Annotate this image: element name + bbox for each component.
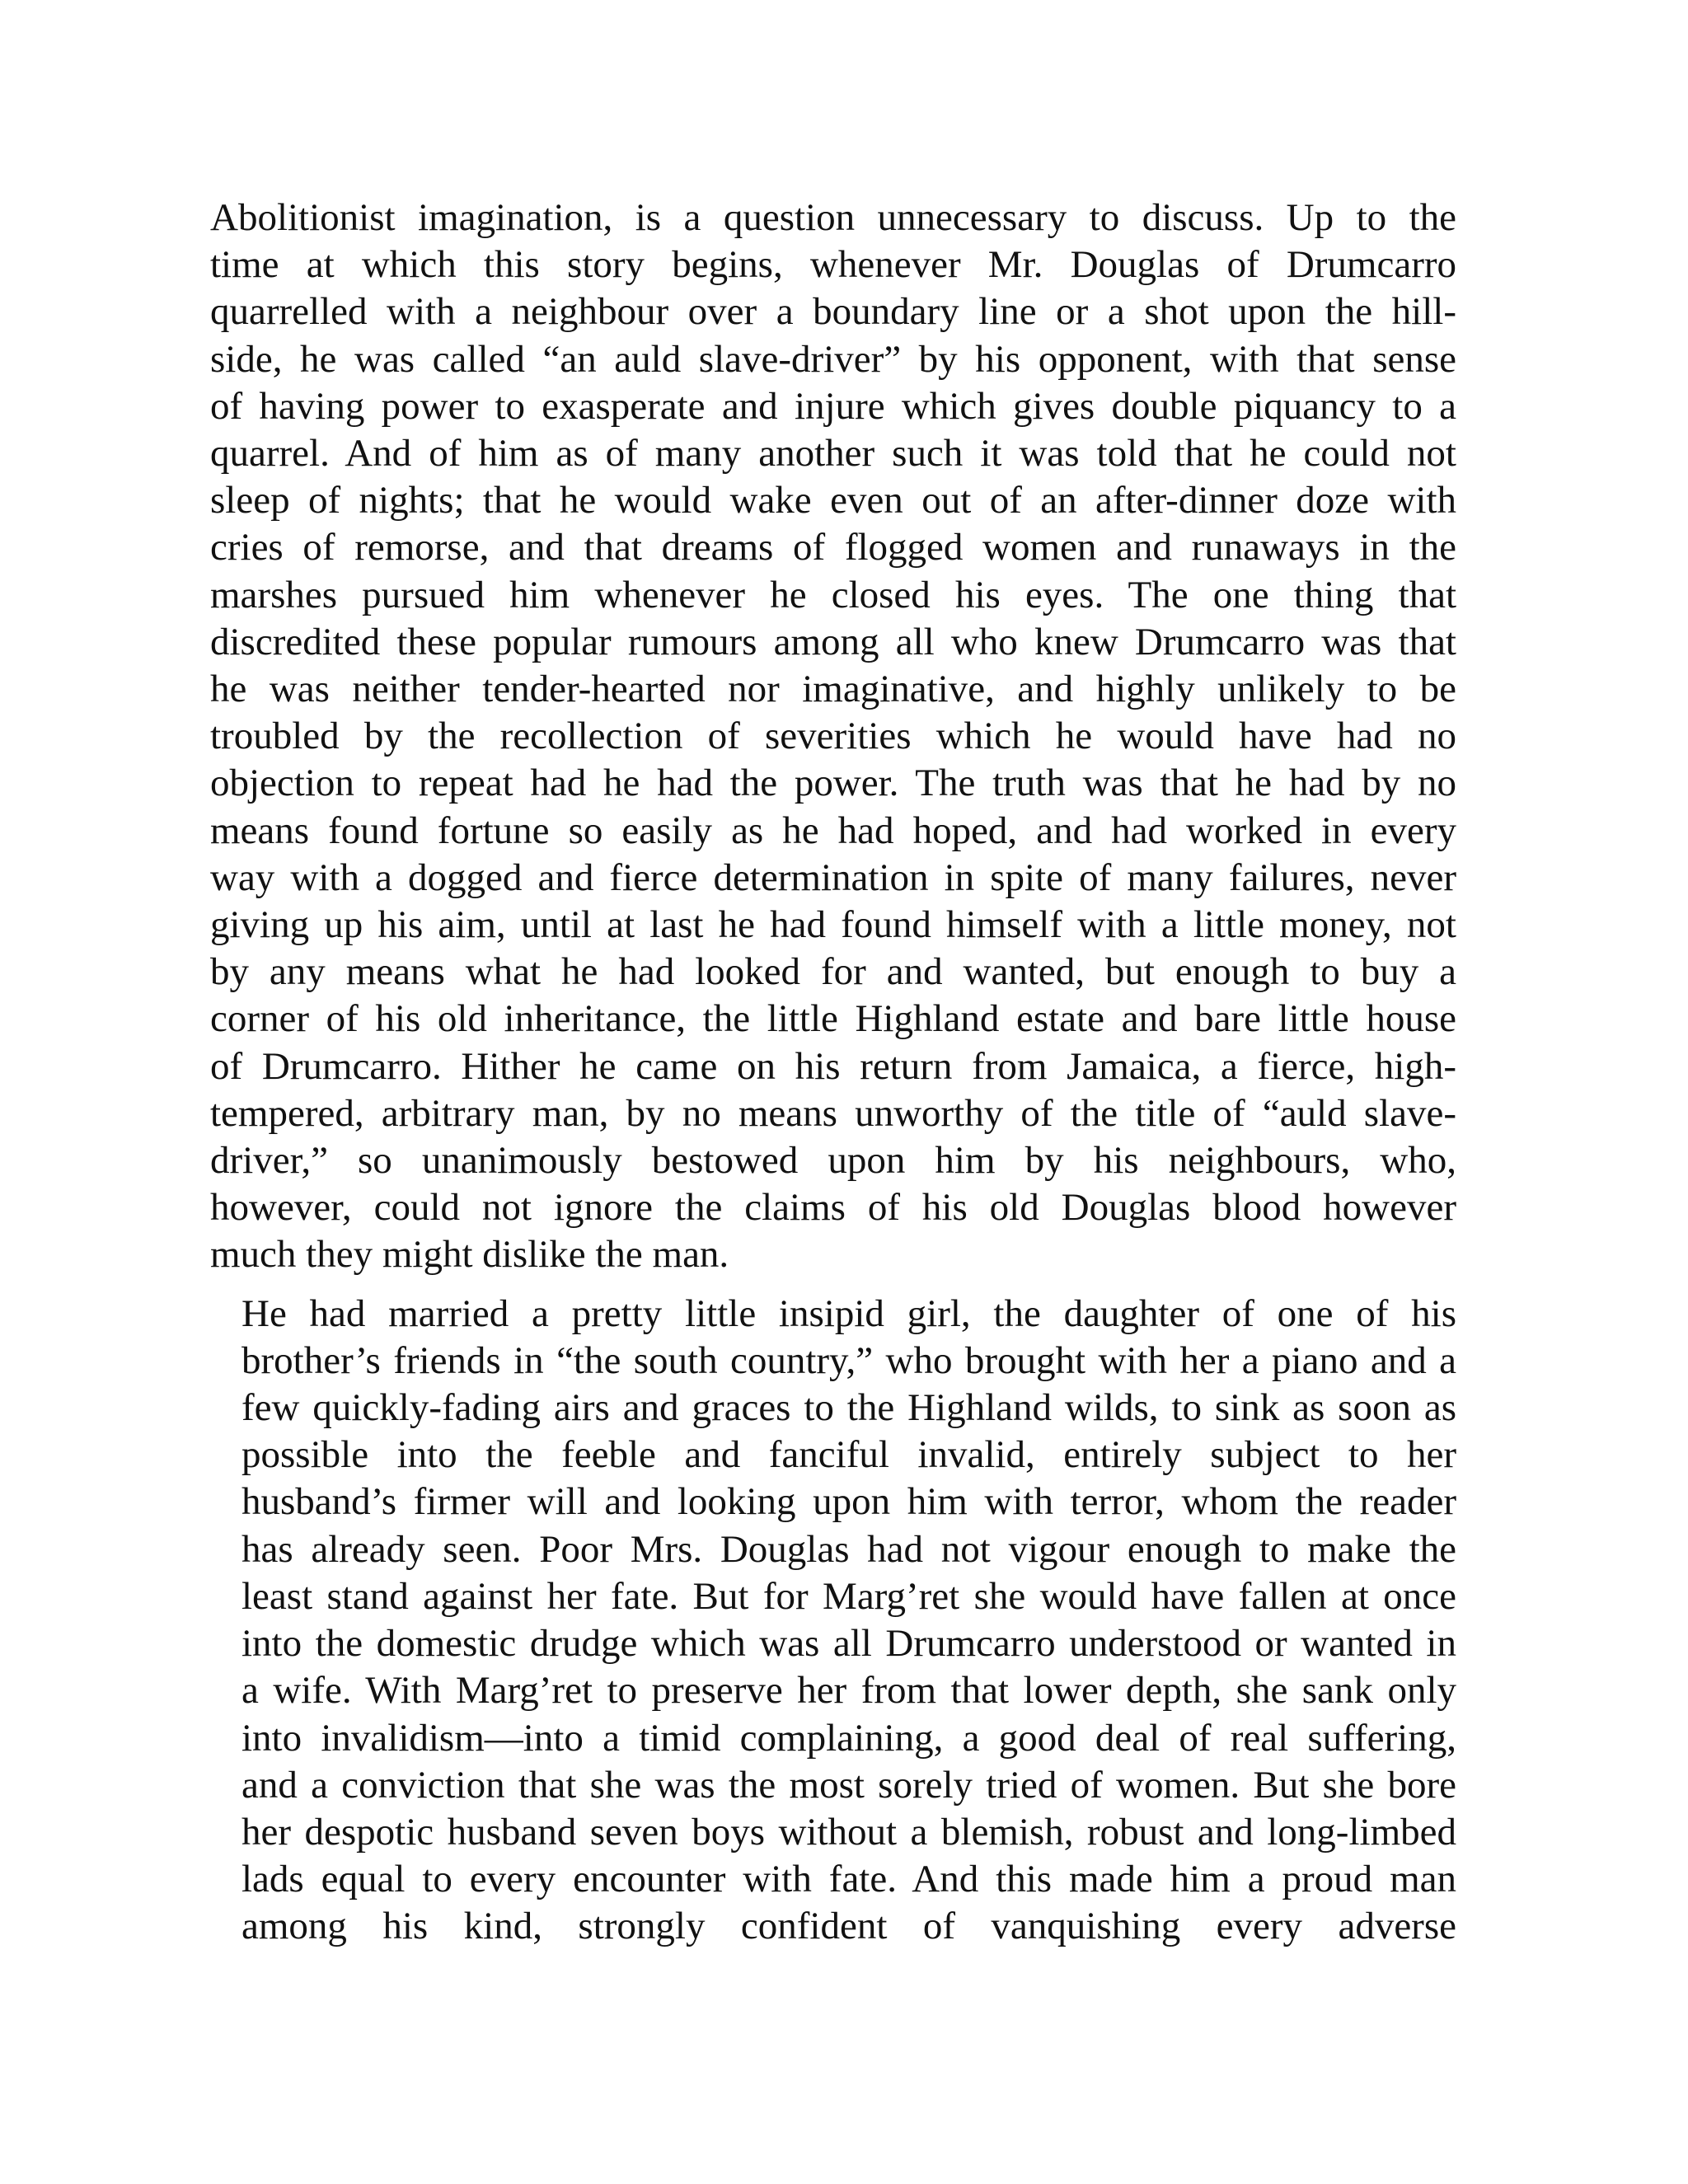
text-line: lads equal to every encounter with fate. And this made him a proud man (241, 1858, 1456, 1901)
text-line: discredited these popular rumours among all who knew Drumcarro was that (210, 620, 1456, 663)
text-line: brother’s friends in “the south country,” who brought with her a piano and a (241, 1338, 1456, 1382)
paragraph-1 (210, 194, 1456, 1279)
text-line: has already seen. Poor Mrs. Douglas had not vigour enough to make the (241, 1527, 1456, 1571)
text-line: troubled by the recollection of severities which he would have had no (210, 715, 1456, 758)
text-line: husband’s firmer will and looking upon him with terror, whom the reader (241, 1480, 1456, 1524)
text-line: much they might dislike the man. (210, 1233, 729, 1277)
text-line: he was neither tender-hearted nor imaginative, and highly unlikely to be (210, 668, 1456, 711)
text-line: few quickly-fading airs and graces to the Highland wilds, to sink as soon as (241, 1386, 1456, 1430)
text-line: objection to repeat had he had the power. The truth was that he had by no (210, 762, 1456, 805)
text-line: among his kind, strongly confident of vanquishing every adverse (241, 1905, 1456, 1948)
text-line: quarrel. And of him as of many another such it was told that he could not (210, 432, 1456, 476)
text-line: a wife. With Marg’ret to preserve her from that lower depth, she sank only (241, 1669, 1456, 1713)
text-line: quarrelled with a neighbour over a boundary line or a shot upon the hill- (210, 290, 1456, 334)
book-page-text (210, 194, 1456, 1951)
text-line: least stand against her fate. But for Marg’ret she would have fallen at once (241, 1574, 1456, 1618)
text-line: cries of remorse, and that dreams of flogged women and runaways in the (210, 526, 1456, 569)
text-line: side, he was called “an auld slave-driver” by his opponent, with that sense (210, 337, 1456, 381)
text-line: her despotic husband seven boys without a blemish, robust and long-limbed (241, 1810, 1456, 1854)
text-line: corner of his old inheritance, the little Highland estate and bare little house (210, 997, 1456, 1041)
text-line: Abolitionist imagination, is a question unnecessary to discuss. Up to the (210, 196, 1456, 239)
text-line: driver,” so unanimously bestowed upon him by his neighbours, who, (210, 1139, 1456, 1183)
text-line: by any means what he had looked for and wanted, but enough to buy a (210, 950, 1456, 994)
text-line: means found fortune so easily as he had hoped, and had worked in every (210, 808, 1456, 852)
text-line: time at which this story begins, whenever Mr. Douglas of Drumcarro (210, 243, 1456, 287)
text-line: tempered, arbitrary man, by no means unworthy of the title of “auld slave- (210, 1091, 1456, 1135)
text-line: possible into the feeble and fanciful invalid, entirely subject to her (241, 1433, 1456, 1477)
text-line: sleep of nights; that he would wake even out of an after-dinner doze with (210, 479, 1456, 523)
text-line: marshes pursued him whenever he closed his eyes. The one thing that (210, 573, 1456, 616)
text-line: into invalidism—into a timid complaining, a good deal of real suffering, (241, 1716, 1456, 1760)
text-line: and a conviction that she was the most sorely tried of women. But she bore (241, 1763, 1456, 1807)
text-line: giving up his aim, until at last he had found himself with a little money, not (210, 903, 1456, 947)
text-line: way with a dogged and fierce determination in spite of many failures, never (210, 855, 1456, 899)
text-line: into the domestic drudge which was all Drumcarro understood or wanted in (241, 1622, 1456, 1666)
text-line: of having power to exasperate and injure which gives double piquancy to a (210, 384, 1456, 428)
paragraph-2 (210, 1291, 1456, 1951)
text-line: He had married a pretty little insipid girl, the daughter of one of his (241, 1291, 1456, 1335)
text-line: however, could not ignore the claims of his old Douglas blood however (210, 1186, 1456, 1230)
text-line: of Drumcarro. Hither he came on his return from Jamaica, a fierce, high- (210, 1044, 1456, 1088)
